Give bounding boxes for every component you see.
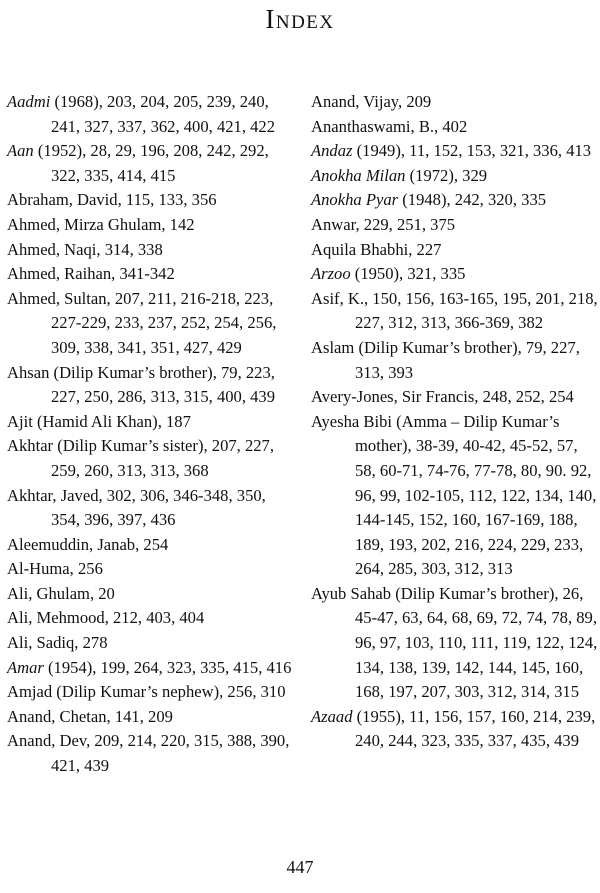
index-entry xyxy=(311,188,600,213)
index-entry-text: Ahmed, Mirza Ghulam, 142 xyxy=(7,214,195,234)
index-entry xyxy=(7,484,297,533)
index-entry-text: Ayesha Bibi (Amma – Dilip Kumar’s mother), 38-39, 40-42, 45-52, 57, 58, 60-71, 74-76, 77-78, 80, 90. 92, 96, 99, 102-105, 112, 122, 134, 140, 144-145, 152, 160, 167-169, 188, 189, 193, 202, 216, 224, 229, 233, 264, 285, 303, 312, 313 xyxy=(311,411,597,579)
index-entry xyxy=(7,631,297,656)
index-entry xyxy=(7,680,297,705)
index-entry xyxy=(7,533,297,558)
index-entry-text: Ajit (Hamid Ali Khan), 187 xyxy=(7,411,191,431)
index-entry-text: (1952), 28, 29, 196, 208, 242, 292, 322, 335, 414, 415 xyxy=(33,141,269,185)
index-entry-title: Amar xyxy=(7,657,44,677)
index-entry-text: Ananthaswami, B., 402 xyxy=(311,116,468,136)
index-entry-text: Aleemuddin, Janab, 254 xyxy=(7,534,169,554)
index-entry xyxy=(311,213,600,238)
index-entry xyxy=(7,557,297,582)
index-entry-title: Andaz xyxy=(311,141,353,161)
index-entry xyxy=(7,139,297,188)
index-entry-text: (1950), 321, 335 xyxy=(350,264,466,284)
index-entry xyxy=(311,385,600,410)
index-entry xyxy=(311,262,600,287)
index-entry-text: (1954), 199, 264, 323, 335, 415, 416 xyxy=(43,657,292,677)
index-entry-text: Abraham, David, 115, 133, 356 xyxy=(7,190,217,210)
index-entry-text: Ayub Sahab (Dilip Kumar’s brother), 26, 45-47, 63, 64, 68, 69, 72, 74, 78, 89, 96, 97, 103, 110, 111, 119, 122, 124, 134, 138, 139, 142, 144, 145, 160, 168, 197, 207, 303, 312, 314, 315 xyxy=(311,583,598,702)
index-entry xyxy=(7,606,297,631)
index-entry-title: Aan xyxy=(7,141,34,161)
index-entry xyxy=(311,90,600,115)
index-entry-text: Anand, Vijay, 209 xyxy=(311,92,432,111)
index-entry-text: Ali, Mehmood, 212, 403, 404 xyxy=(7,608,205,628)
index-entry-title: Azaad xyxy=(311,706,353,726)
index-entry xyxy=(311,336,600,385)
index-entry xyxy=(7,705,297,730)
index-entry xyxy=(7,238,297,263)
index-entry-text: (1968), 203, 204, 205, 239, 240, 241, 327, 337, 362, 400, 421, 422 xyxy=(50,92,276,136)
index-entry xyxy=(311,238,600,263)
index-entry xyxy=(7,729,297,778)
index-entry-text: Aslam (Dilip Kumar’s brother), 79, 227, 313, 393 xyxy=(311,337,580,382)
index-entry-text: Ahmed, Raihan, 341-342 xyxy=(7,264,175,284)
index-entry-text: (1955), 11, 156, 157, 160, 214, 239, 240, 244, 323, 335, 337, 435, 439 xyxy=(352,706,596,751)
index-entry xyxy=(7,287,297,361)
page-title: Index xyxy=(265,4,335,34)
index-entry xyxy=(7,213,297,238)
index-column-right xyxy=(311,90,600,754)
index-entry-text: Asif, K., 150, 156, 163-165, 195, 201, 218, 227, 312, 313, 366-369, 382 xyxy=(311,288,598,333)
index-entry xyxy=(7,434,297,483)
index-entry-text: Avery-Jones, Sir Francis, 248, 252, 254 xyxy=(311,387,574,407)
index-entry xyxy=(7,656,297,681)
index-entry-text: Amjad (Dilip Kumar’s nephew), 256, 310 xyxy=(7,682,286,702)
index-entry-text: (1949), 11, 152, 153, 321, 336, 413 xyxy=(352,141,592,161)
index-entry xyxy=(311,115,600,140)
index-entry xyxy=(311,287,600,336)
index-entry xyxy=(7,188,297,213)
page-number: 447 xyxy=(286,857,314,877)
index-entry-text: Akhtar (Dilip Kumar’s sister), 207, 227, 259, 260, 313, 313, 368 xyxy=(7,436,274,480)
index-entry xyxy=(7,262,297,287)
index-entry-text: Anand, Chetan, 141, 209 xyxy=(7,706,173,726)
index-entry xyxy=(311,164,600,189)
index-entry xyxy=(311,582,600,705)
index-entry-text: Anand, Dev, 209, 214, 220, 315, 388, 390, 421, 439 xyxy=(7,731,290,776)
index-entry-text: Ahmed, Naqi, 314, 338 xyxy=(7,239,163,259)
index-entry-text: Ahsan (Dilip Kumar’s brother), 79, 223, 227, 250, 286, 313, 315, 400, 439 xyxy=(7,362,276,407)
index-entry-title: Aadmi xyxy=(7,92,51,111)
index-entry-title: Anokha Milan xyxy=(311,165,406,185)
index-entry-text: Akhtar, Javed, 302, 306, 346-348, 350, 354, 396, 397, 436 xyxy=(7,485,266,530)
index-entry-text: Aquila Bhabhi, 227 xyxy=(311,239,442,259)
index-entry-title: Arzoo xyxy=(311,264,351,284)
index-entry xyxy=(311,139,600,164)
index-entry xyxy=(7,90,297,139)
index-entry-text: (1948), 242, 320, 335 xyxy=(398,190,547,210)
index-entry-text: (1972), 329 xyxy=(405,165,488,185)
index-column-left xyxy=(7,90,297,779)
index-entry-text: Ali, Sadiq, 278 xyxy=(7,633,108,653)
index-entry xyxy=(7,361,297,410)
index-entry-text: Anwar, 229, 251, 375 xyxy=(311,214,456,234)
index-entry-text: Ali, Ghulam, 20 xyxy=(7,583,115,603)
index-entry xyxy=(311,705,600,754)
index-entry xyxy=(7,410,297,435)
index-entry-text: Al-Huma, 256 xyxy=(7,559,103,579)
index-entry xyxy=(311,410,600,582)
index-entry-title: Anokha Pyar xyxy=(311,190,399,210)
index-entry xyxy=(7,582,297,607)
index-entry-text: Ahmed, Sultan, 207, 211, 216-218, 223, 227-229, 233, 237, 252, 254, 256, 309, 338, 341, 351, 427, 429 xyxy=(7,288,277,357)
